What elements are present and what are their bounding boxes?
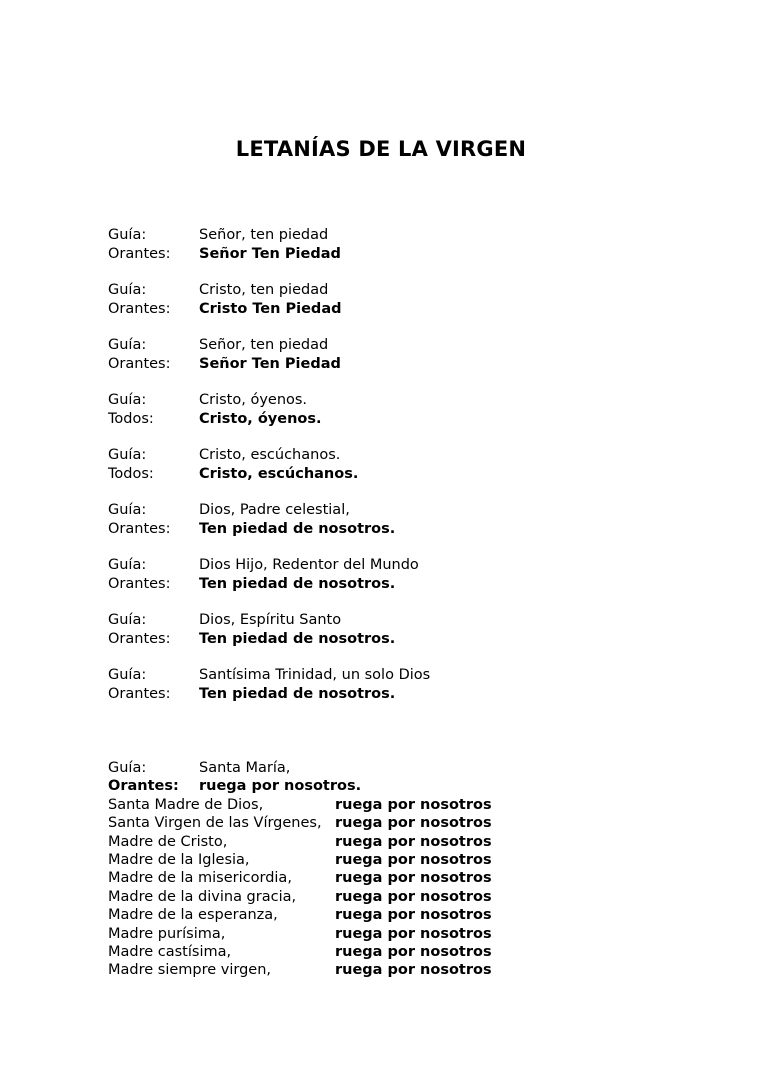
- response-label: Orantes:: [108, 301, 171, 317]
- invocation-text: Madre castísima,: [108, 943, 232, 960]
- response-label: Orantes:: [108, 778, 179, 795]
- response-label: Orantes:: [108, 356, 171, 372]
- invocation-response: ruega por nosotros: [335, 870, 492, 887]
- guide-text: Dios Hijo, Redentor del Mundo: [199, 557, 419, 573]
- guide-label: Guía:: [108, 447, 147, 463]
- guide-text: Señor, ten piedad: [199, 227, 329, 243]
- guide-label: Guía:: [108, 612, 147, 628]
- invocation-text: Santa Virgen de las Vírgenes,: [108, 815, 322, 832]
- invocation-response: ruega por nosotros: [335, 925, 492, 942]
- guide-text: Santa María,: [199, 760, 291, 776]
- guide-text: Cristo, óyenos.: [199, 392, 308, 408]
- guide-text: Dios, Espíritu Santo: [199, 612, 342, 628]
- invocation-text: Santa Madre de Dios,: [108, 796, 264, 813]
- guide-label: Guía:: [108, 760, 147, 776]
- response-text: Señor Ten Piedad: [199, 246, 341, 262]
- response-label: Orantes:: [108, 246, 171, 262]
- invocation-text: Madre de la misericordia,: [108, 870, 292, 887]
- response-label: Orantes:: [108, 631, 171, 647]
- guide-label: Guía:: [108, 282, 147, 298]
- response-text: Cristo, escúchanos.: [199, 466, 359, 482]
- invocation-response: ruega por nosotros: [335, 907, 492, 924]
- response-label: Todos:: [108, 466, 154, 482]
- invocation-text: Madre de la divina gracia,: [108, 888, 297, 905]
- guide-text: Señor, ten piedad: [199, 337, 329, 353]
- response-text: Cristo Ten Piedad: [199, 301, 342, 317]
- invocation-text: Madre purísima,: [108, 925, 226, 942]
- guide-label: Guía:: [108, 337, 147, 353]
- guide-text: Santísima Trinidad, un solo Dios: [199, 667, 431, 683]
- response-text: Ten piedad de nosotros.: [199, 631, 396, 647]
- invocation-text: Madre de la Iglesia,: [108, 851, 250, 868]
- invocation-response: ruega por nosotros: [335, 943, 492, 960]
- invocation-response: ruega por nosotros: [335, 851, 492, 868]
- guide-label: Guía:: [108, 392, 147, 408]
- response-label: Orantes:: [108, 521, 171, 537]
- guide-label: Guía:: [108, 667, 147, 683]
- page-title: LETANÍAS DE LA VIRGEN: [235, 137, 527, 161]
- response-text: Ten piedad de nosotros.: [199, 521, 396, 537]
- guide-label: Guía:: [108, 557, 147, 573]
- guide-label: Guía:: [108, 227, 147, 243]
- response-label: Orantes:: [108, 686, 171, 702]
- guide-text: Dios, Padre celestial,: [199, 502, 350, 518]
- guide-label: Guía:: [108, 502, 147, 518]
- response-text: Cristo, óyenos.: [199, 411, 322, 427]
- invocation-response: ruega por nosotros: [335, 962, 492, 979]
- invocation-response: ruega por nosotros: [335, 833, 492, 850]
- response-label: Todos:: [108, 411, 154, 427]
- response-text: ruega por nosotros.: [199, 778, 362, 795]
- invocation-text: Madre de la esperanza,: [108, 907, 278, 924]
- response-label: Orantes:: [108, 576, 171, 592]
- invocation-text: Madre siempre virgen,: [108, 962, 272, 979]
- invocation-response: ruega por nosotros: [335, 888, 492, 905]
- invocation-text: Madre de Cristo,: [108, 833, 228, 850]
- invocation-response: ruega por nosotros: [335, 796, 492, 813]
- response-text: Ten piedad de nosotros.: [199, 576, 396, 592]
- guide-text: Cristo, ten piedad: [199, 282, 329, 298]
- response-text: Ten piedad de nosotros.: [199, 686, 396, 702]
- invocation-response: ruega por nosotros: [335, 815, 492, 832]
- guide-text: Cristo, escúchanos.: [199, 447, 341, 463]
- response-text: Señor Ten Piedad: [199, 356, 341, 372]
